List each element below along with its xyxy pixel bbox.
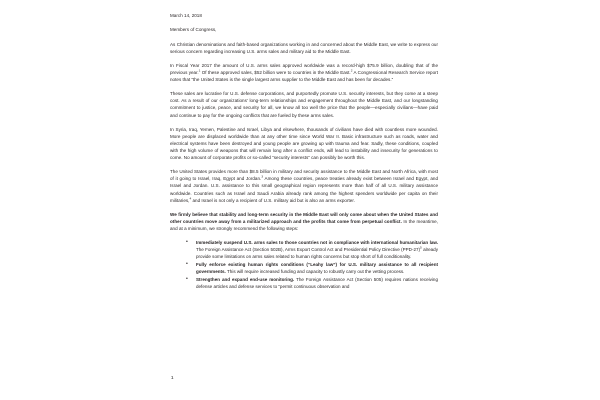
bullet-icon: •: [186, 239, 188, 246]
document-date: March 14, 2018: [170, 13, 202, 18]
document-salutation: Members of Congress,: [170, 27, 217, 33]
closing-paragraph-rest: In the meantime, and at a minimum, we strongly recommend the following steps:: [170, 218, 438, 231]
footnote-marker: 1: [198, 68, 201, 73]
recommendation-heading: Immediately suspend U.S. arms sales to those countries not in compliance with international humanitarian law.: [196, 240, 438, 246]
recommendation-heading: Strengthen and expand end-use monitoring.: [196, 276, 295, 282]
bullet-icon: •: [186, 261, 188, 268]
recommendation-detail: This will require increased funding and capacity to robustly carry out the vetting process.: [225, 269, 405, 275]
recommendation-detail: The Foreign Assistance Act (Section 502B), Arms Export Control Act and Presidential Policy Directive $(PPD-27)^5$ already provide some limitations on arms sales related to human rights concerns but stop short of full conditionality.: [196, 245, 438, 260]
footnote-marker: 3: [261, 174, 264, 179]
paragraph-3: These sales are lucrative for U.S. defense corporations, and purportedly promote U.S. security interests, but they come at a steep cost. As a result of our organizations’ long-term relationships and engagement throughout the Middle East, and our longstanding commitment to justice, peace, and security for all, we know all too well the price that the people—especially civilians—have paid and continue to pay for the ongoing conflicts that are fueled by these arms sales.: [170, 91, 438, 118]
page-number: 1: [171, 375, 174, 380]
closing-paragraph: [170, 211, 438, 232]
list-item: [170, 239, 438, 260]
footnote-marker: 2: [350, 68, 353, 73]
recommendation-detail: The Foreign Assistance Act (Section 505) requires nations receiving defense articles and defense services to “permit continuous observation and: [196, 276, 438, 289]
list-item: [170, 261, 438, 275]
footnote-marker: 4: [189, 196, 192, 201]
list-item: [170, 276, 438, 290]
paragraph-4: In Syria, Iraq, Yemen, Palestine and Israel, Libya and elsewhere, thousands of civilians have died with countless more wounded. More people are displaced worldwide than at any other time since World War II. Basic infrastructure such as roads, water and electrical systems have been destroyed and young people are growing up with trauma and fear. Sadly, these conditions, coupled with the high volume of weapons that will remain long after a conflict ends, will lead to instability and insecurity for generations to come. No amount of corporate profits or so-called “security interests” can possibly be worth this.: [170, 126, 438, 161]
recommendations-list: [170, 239, 438, 290]
closing-paragraph-emphasis: We firmly believe that stability and long-term security in the Middle East will only come about when the United States and other countries move away from a militarized approach and the profits that come from perpetual conflict.: [170, 211, 438, 224]
footnote-marker: 5: [420, 245, 422, 250]
paragraph-5: The United States provides more than $8.5 billion in military and security assistance to the Middle East and North Africa, with most of it going to Israel, Iraq, Egypt and Jordan.$^3$ Among these countries, peace treaties already exist between Israel and Egypt, and Israel and Jordan. U.S. assistance to this small geographical region represents more than half of all U.S. military assistance worldwide. Countries such as Israel and Saudi Arabia already rank among the highest spenders worldwide per capita on their militaries,$^4$ and Israel is not only a recipient of U.S. military aid but is also an arms exporter.: [170, 169, 439, 203]
document-body: [170, 12, 438, 291]
recommendation-heading: Fully enforce existing human rights conditions (“Leahy law”) for U.S. military assistance to all recipient governments.: [196, 262, 438, 275]
bullet-icon: •: [186, 275, 188, 282]
paragraph-2: In Fiscal Year 2017 the amount of U.S. arms sales approved worldwide was a record-high $75.9 billion, doubling that of the previous year.$^1$ Of these approved sales, $52 billion were to countries in the Middle East.$^2$ A Congressional Research Service report notes that “the United States is the single largest arms supplier to the Middle East and has been for decades.”: [170, 62, 438, 83]
paragraph-1: As Christian denominations and faith-based organizations working in and concerned about the Middle East, we write to express our serious concern regarding increasing U.S. arms sales and military aid to the Middle East.: [170, 41, 438, 54]
